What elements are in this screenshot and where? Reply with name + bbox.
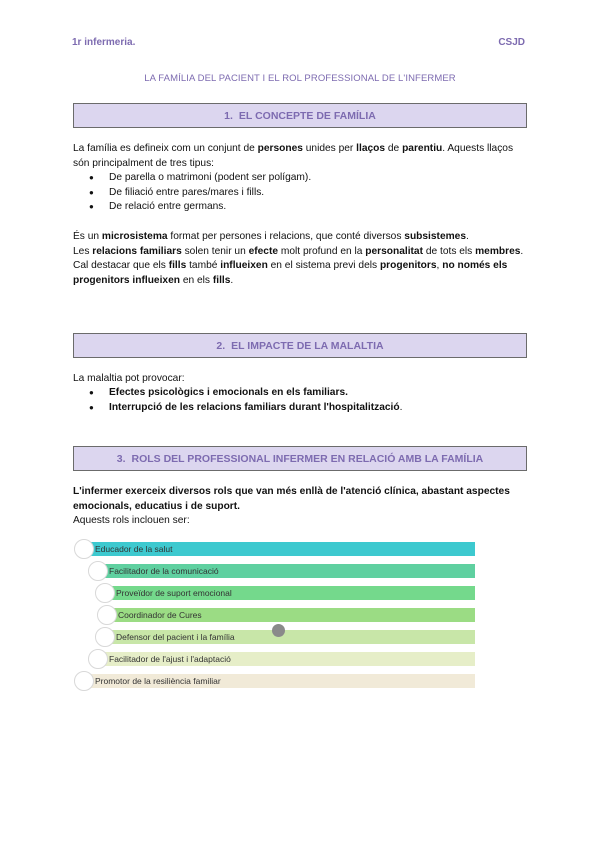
bold-run: efecte	[248, 245, 279, 257]
section-2-title: EL IMPACTE DE LA MALALTIA	[231, 339, 384, 352]
bold-run: fills	[168, 260, 187, 271]
text-run: molt profund en la	[278, 245, 366, 257]
section-3-title: ROLS DEL PROFESSIONAL INFERMER EN RELACIÓ AMB LA FAMÍLIA	[131, 452, 484, 465]
role-label: Facilitador de la comunicació	[109, 566, 219, 576]
section-2-number: 2.	[216, 339, 226, 352]
text-run: unides per	[302, 143, 357, 154]
role-circle-icon	[88, 561, 108, 581]
role-circle-icon	[88, 649, 108, 669]
section-1-number: 1.	[224, 109, 233, 122]
role-bar	[84, 674, 475, 688]
bold-run: Interrupció de les relacions familiars durant l'hospitalització	[109, 401, 400, 413]
section-3-intro	[73, 485, 529, 529]
text-run: ,	[436, 260, 443, 271]
text-run: format per persones i relacions, que conté diversos	[167, 231, 405, 242]
bold-run: L'infermer exerceix diversos rols que van més enllà de l'atenció clínica, abastant aspectes emocionals, educatius i de suport.	[73, 486, 510, 512]
section-3-heading	[73, 446, 527, 471]
section-2-bullet-list	[73, 386, 529, 415]
role-bar	[98, 652, 475, 666]
role-label: Defensor del pacient i la família	[116, 632, 235, 642]
text-run: .	[520, 245, 524, 257]
section-1-paragraph-2	[73, 230, 529, 288]
bold-run: relacions familiars	[92, 245, 182, 257]
section-1-heading	[73, 103, 527, 128]
role-bar	[105, 630, 475, 644]
header-right-text: CSJD	[498, 37, 525, 48]
bold-run: Efectes psicològics i emocionals en els familiars.	[109, 387, 348, 398]
role-label: Proveïdor de suport emocional	[116, 588, 232, 598]
list-item	[73, 386, 529, 401]
text-run: .	[399, 401, 403, 413]
section-2-intro: La malaltia pot provocar:	[73, 373, 185, 384]
bold-run: no només els progenitors influeixen	[73, 260, 508, 286]
role-bar	[105, 586, 475, 600]
text-run: .	[230, 274, 234, 286]
bold-run: membres	[475, 245, 521, 257]
role-bar	[107, 608, 475, 622]
text-run: .	[466, 231, 469, 242]
list-item: ● De parella o matrimoni (podent ser polígam).	[73, 171, 529, 186]
list-item: ● De filiació entre pares/mares i fills.	[73, 186, 529, 201]
role-circle-icon	[95, 583, 115, 603]
document-title: LA FAMÍLIA DEL PACIENT I EL ROL PROFESSIONAL DE L'INFERMER	[144, 73, 456, 84]
bold-run: microsistema	[101, 231, 168, 242]
list-item: ● De relació entre germans.	[73, 200, 529, 215]
section-3-number: 3.	[116, 452, 126, 465]
text-run: Les	[73, 245, 93, 257]
section-1-paragraph-1	[73, 142, 529, 171]
text-run: És un	[73, 231, 102, 242]
header-left-text: 1r infermeria.	[72, 37, 136, 48]
role-bar	[84, 542, 475, 556]
section-1-bullet-list	[73, 171, 529, 215]
role-bar	[98, 564, 475, 578]
role-circle-icon	[74, 671, 94, 691]
role-circle-icon	[74, 539, 94, 559]
bold-run: influeixen	[220, 260, 268, 271]
bold-run: subsistemes	[404, 231, 467, 242]
role-label: Facilitador de l'ajust i l'adaptació	[109, 654, 231, 664]
text-run: de	[385, 143, 403, 154]
text-run: en el sistema previ dels	[267, 260, 380, 271]
paragraph-line	[73, 230, 529, 245]
bold-run: fills	[212, 274, 231, 286]
text-run: Aquests rols inclouen ser:	[73, 515, 190, 526]
role-label: Coordinador de Cures	[118, 610, 202, 620]
section-1-title: EL CONCEPTE DE FAMÍLIA	[238, 109, 376, 122]
paragraph-line	[73, 259, 529, 288]
text-run: solen tenir un	[181, 245, 249, 257]
paragraph-line	[73, 245, 529, 260]
text-run: en els	[179, 274, 213, 286]
text-run: de tots els	[423, 245, 476, 257]
bold-run: llaços	[356, 143, 386, 154]
role-circle-icon	[97, 605, 117, 625]
bold-run: progenitors	[379, 260, 437, 271]
text-run: La família es defineix com un conjunt de	[73, 143, 258, 154]
text-run: . Aquests llaços són principalment de tres tipus:	[73, 143, 514, 169]
bold-run: parentiu	[402, 143, 443, 154]
text-run: Cal destacar que els	[73, 260, 169, 271]
list-item	[73, 401, 529, 416]
cursor-dot-icon	[272, 624, 285, 637]
section-2-heading	[73, 333, 527, 358]
role-label: Educador de la salut	[95, 544, 173, 554]
role-label: Promotor de la resiliència familiar	[95, 676, 221, 686]
bold-run: persones	[257, 143, 303, 154]
bold-run: personalitat	[365, 245, 423, 257]
role-circle-icon	[95, 627, 115, 647]
text-run: també	[186, 260, 221, 271]
